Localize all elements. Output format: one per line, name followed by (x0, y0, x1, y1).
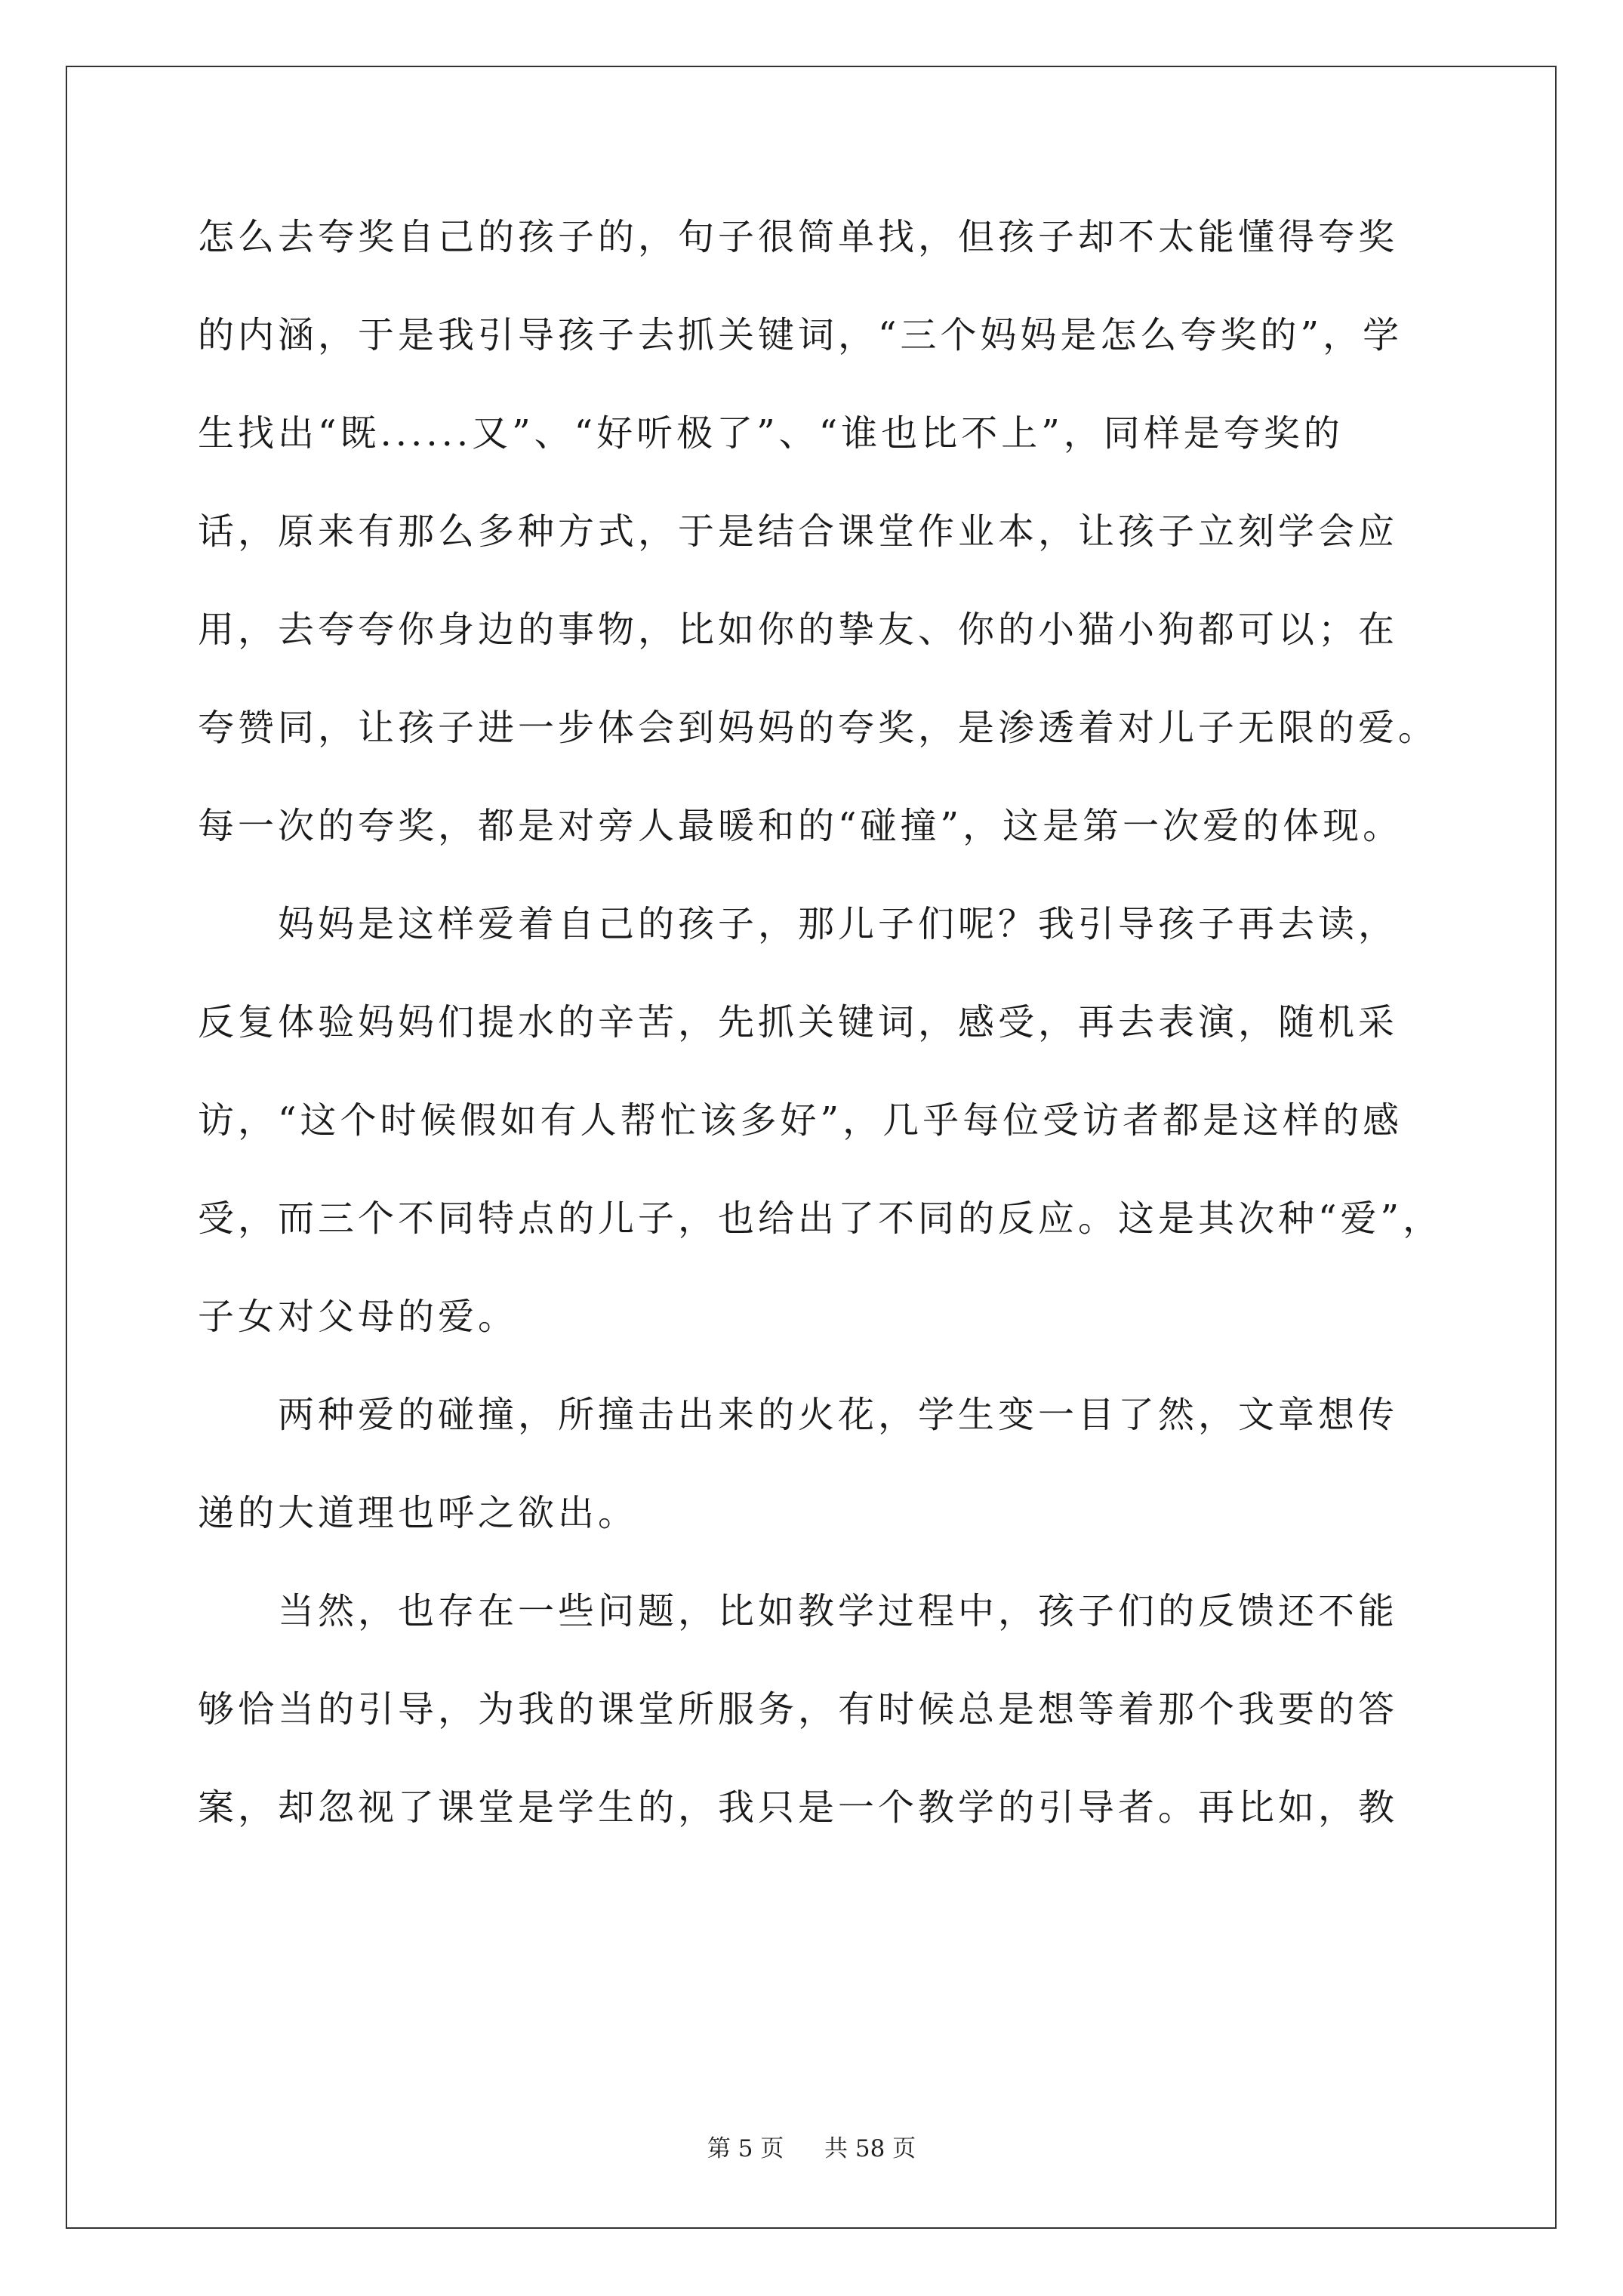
text-line: 受，而三个不同特点的儿子，也给出了不同的反应。这是其次种“爱”， (198, 1197, 1443, 1240)
page-total: 共 58 页 (824, 2135, 916, 2162)
text-line: 生找出“既......又”、“好听极了”、“谁也比不上”，同样是夸奖的 (198, 412, 1344, 455)
document-body (198, 216, 1443, 1888)
text-line: 够恰当的引导，为我的课堂所服务，有时候总是想等着那个我要的答 (198, 1688, 1399, 1730)
text-line: 反复体验妈妈们提水的辛苦，先抓关键词，感受，再去表演，随机采 (198, 1001, 1399, 1043)
page-number: 第 5 页 (707, 2135, 784, 2162)
text-line: 递的大道理也呼之欲出。 (198, 1492, 639, 1534)
text-line: 两种爱的碰撞，所撞击出来的火花，学生变一目了然，文章想传 (198, 1394, 1399, 1436)
text-line: 用，去夸夸你身边的事物，比如你的挚友、你的小猫小狗都可以；在 (198, 609, 1399, 651)
text-line: 话，原来有那么多种方式，于是结合课堂作业本，让孩子立刻学会应 (198, 510, 1399, 553)
text-line: 案，却忽视了课堂是学生的，我只是一个教学的引导者。再比如，教 (198, 1786, 1399, 1829)
text-line: 当然，也存在一些问题，比如教学过程中，孩子们的反馈还不能 (198, 1590, 1399, 1632)
page-footer (0, 2129, 1623, 2163)
text-line: 怎么去夸奖自己的孩子的，句子很简单找，但孩子却不太能懂得夸奖 (198, 216, 1399, 258)
text-line: 访，“这个时候假如有人帮忙该多好”，几乎每位受访者都是这样的感 (198, 1099, 1403, 1142)
text-line: 夸赞同，让孩子进一步体会到妈妈的夸奖，是渗透着对儿子无限的爱。 (198, 707, 1439, 749)
text-line: 每一次的夸奖，都是对旁人最暖和的“碰撞”，这是第一次爱的体现。 (198, 805, 1403, 847)
text-line: 妈妈是这样爱着自己的孩子，那儿子们呢？我引导孩子再去读， (198, 903, 1399, 945)
text-line: 子女对父母的爱。 (198, 1296, 519, 1338)
text-line: 的内涵，于是我引导孩子去抓关键词，“三个妈妈是怎么夸奖的”，学 (198, 314, 1403, 356)
